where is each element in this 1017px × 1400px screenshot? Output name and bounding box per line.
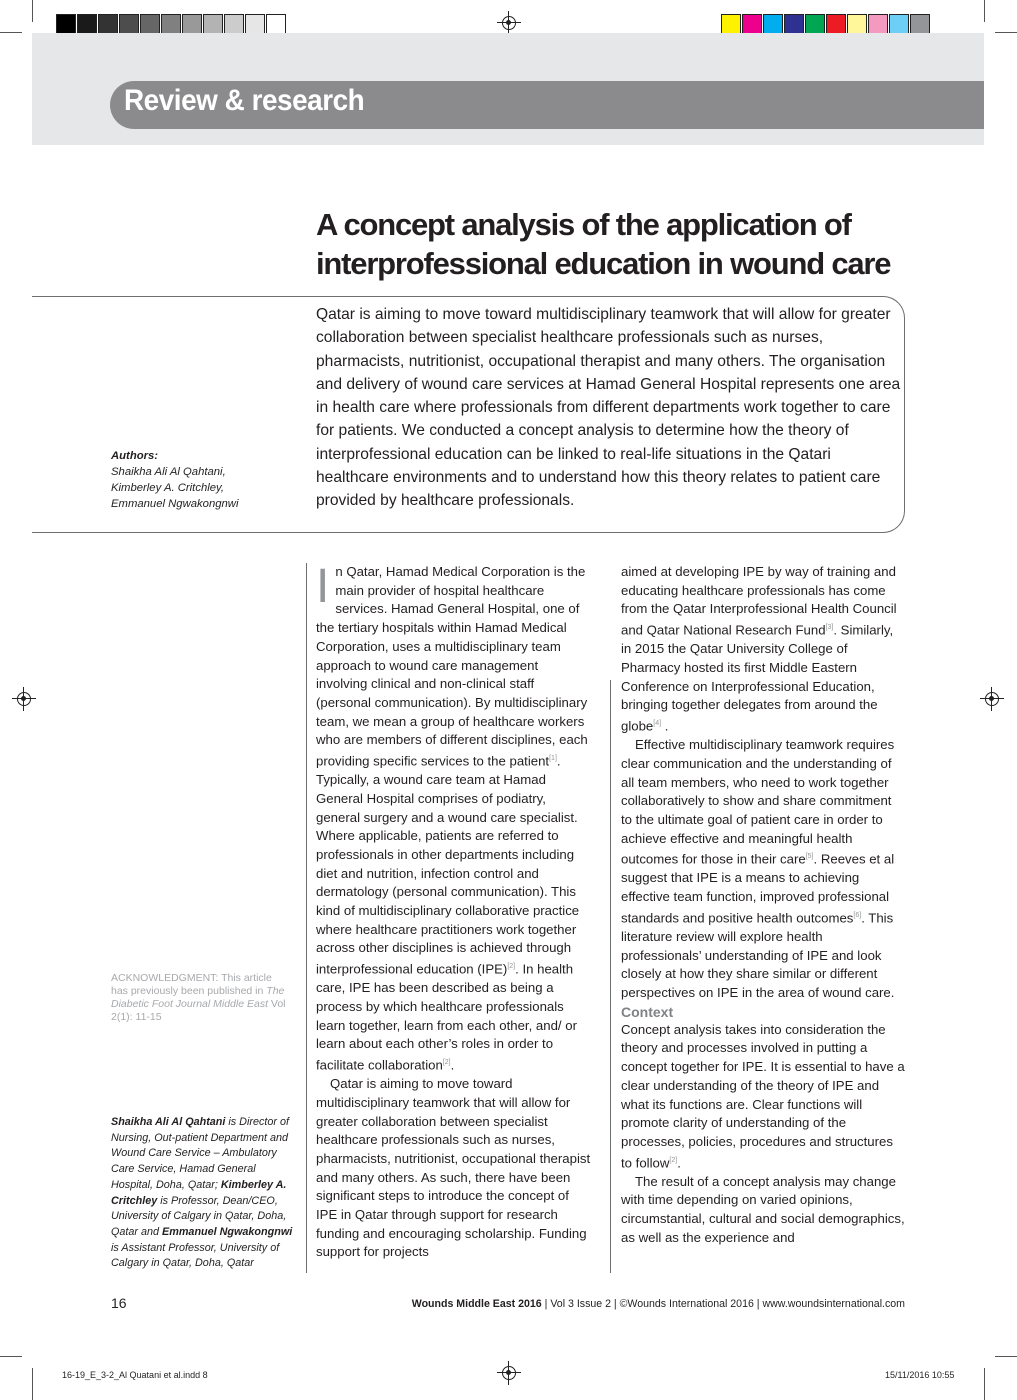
author-name: Shaikha Ali Al Qahtani, <box>111 466 226 478</box>
registration-mark-top <box>502 16 516 30</box>
abstract-bottom-rule <box>32 532 302 533</box>
abstract-top-rule <box>32 296 302 297</box>
body-paragraph: aimed at developing IPE by way of training and educating healthcare professionals has come from the Qatar Interprofessional Health Council and Qatar National Research Fund[3]. Similarly, in 2015 the Qatar University College of Pharmacy hosted its first Middle Eastern Conference on Interprofessional Education, bringing together delegates from around the globe[4] . <box>621 564 897 734</box>
citation: [1] <box>549 755 557 763</box>
crop-mark <box>32 1368 33 1400</box>
citation: [6] <box>853 911 862 919</box>
body-column-2 <box>621 563 905 1248</box>
citation: [3] <box>825 624 834 632</box>
body-paragraph: In Qatar, Hamad Medical Corporation is the main provider of hospital healthcare services. Hamad General Hospital, one of the tertiary hospitals within Hamad Medical Corporation, uses a multidisciplinary team approach to wound care management involving clinical and non-clinical staff (personal communication). By multidisciplinary team, we mean a group of healthcare workers who are members of different disciplines, each providing specific services to the patient[1]. Typically, a wound care team at Hamad General Hospital comprises of podiatry, general surgery and a wound care specialist. Where applicable, patients are referred to professionals in other departments including diet and nutrition, infection control and dermatology (personal communication). This kind of multidisciplinary collaborative practice where healthcare practitioners work together across other disciplines is achieved through interprofessional education (IPE)[2]. In health care, IPE has been described as being a process by which healthcare professionals learn together, learn from each other, and/ or learn about each other’s roles in order to facilitate collaboration[2]. <box>316 560 588 1073</box>
body-paragraph: Qatar is aiming to move toward multidisciplinary teamwork that will allow for greater collaboration between specialist healthcare professionals such as nurses, pharmacists, nutritionist, occupational therapist and many others. As such, there have been significant steps to introduce the concept of IPE in Qatar through support for research funding and encouraging scholarship. Funding support for projects <box>316 1076 591 1260</box>
journal-footer: Wounds Middle East 2016 | Vol 3 Issue 2 | ©Wounds International 2016 | www.woundsinternational.com <box>411 1298 905 1310</box>
acknowledgment: ACKNOWLEDGMENT: This article has previously been published in The Diabetic Foot Journal Middle East Vol 2(1): 11-15 <box>111 972 286 1023</box>
registration-mark-bottom <box>502 1366 516 1380</box>
citation: [4] <box>653 720 662 728</box>
crop-mark <box>984 1368 985 1400</box>
author-bios: Shaikha Ali Al Qahtani is Director of Nursing, Out-patient Department and Wound Care Service – Ambulatory Care Service, Hamad General Hospital, Doha, Qatar; Kimberley A. Critchley is Professor, Dean/CEO, University of Calgary in Qatar, Doha, Qatar and Emmanuel Ngwakongnwi is Assistant Professor, University of Calgary in Qatar, Doha, Qatar <box>111 1116 293 1270</box>
citation: [2] <box>669 1156 678 1164</box>
crop-mark <box>984 0 985 22</box>
author-name: Emmanuel Ngwakongnwi <box>111 498 239 510</box>
column-rule <box>610 680 611 1273</box>
crop-mark <box>995 1356 1017 1357</box>
author-name: Kimberley A. Critchley, <box>111 482 224 494</box>
crop-mark <box>0 32 22 33</box>
abstract-text: Qatar is aiming to move toward multidisciplinary teamwork that will allow for greater collaboration between specialist healthcare professionals such as nurses, pharmacists, nutritionist, occupational therapist and many others. The organisation and delivery of wound care services at Hamad General Hospital represents one area in health care where professionals from different departments work together to care for patients. We conducted a concept analysis to determine how the theory of interprofessional education can be linked to real-life situations in the Qatari healthcare environments and to understand how this theory relates to patient care provided by healthcare professionals. <box>316 306 901 510</box>
registration-mark-left <box>17 692 31 706</box>
column-rule <box>306 563 307 1273</box>
file-slug: 16-19_E_3-2_Al Quatani et al.indd 8 <box>62 1370 208 1380</box>
crop-mark <box>0 1356 22 1357</box>
crop-mark <box>995 32 1017 33</box>
crop-mark <box>32 0 33 22</box>
article-title: A concept analysis of the application of interprofessional education in wound care <box>316 207 891 281</box>
body-column-1 <box>316 560 592 1262</box>
citation: [2] <box>507 963 516 971</box>
section-label: Review & research <box>124 84 365 117</box>
body-paragraph: The result of a concept analysis may change with time depending on varied opinions, circumstantial, cultural and social demographics, as well as the experience and <box>621 1173 905 1245</box>
citation: [2] <box>442 1059 451 1067</box>
authors-label: Authors: <box>111 450 159 462</box>
body-paragraph: Effective multidisciplinary teamwork requires clear communication and the understanding of all team members, who need to work together collaboratively to show and share commitment to the ultimate goal of patient care in order to achieve effective and meaningful health outcomes for those in their care[5]. Reeves et al suggest that IPE is a means to achieving effective team function, improved professional standards and positive health outcomes[6]. This literature review will explore health professionals’ understanding of IPE and look closely at how they share similar or different perspectives on IPE in the area of wound care. <box>621 737 895 1001</box>
section-heading: Context <box>621 1003 674 1020</box>
body-paragraph: Concept analysis takes into consideration the theory and processes involved in putting a concept together for IPE. It is essential to have a clear understanding of the theory of IPE and what its functions are. Clear functions will promote clarity of understanding of the processes, policies, procedures and structures to follow[2]. <box>621 1021 905 1171</box>
citation: [5] <box>805 853 814 861</box>
date-slug: 15/11/2016 10:55 <box>885 1370 955 1380</box>
registration-mark-right <box>985 692 999 706</box>
drop-cap: I <box>316 560 330 613</box>
authors-block <box>111 448 301 512</box>
page-number: 16 <box>111 1295 127 1311</box>
